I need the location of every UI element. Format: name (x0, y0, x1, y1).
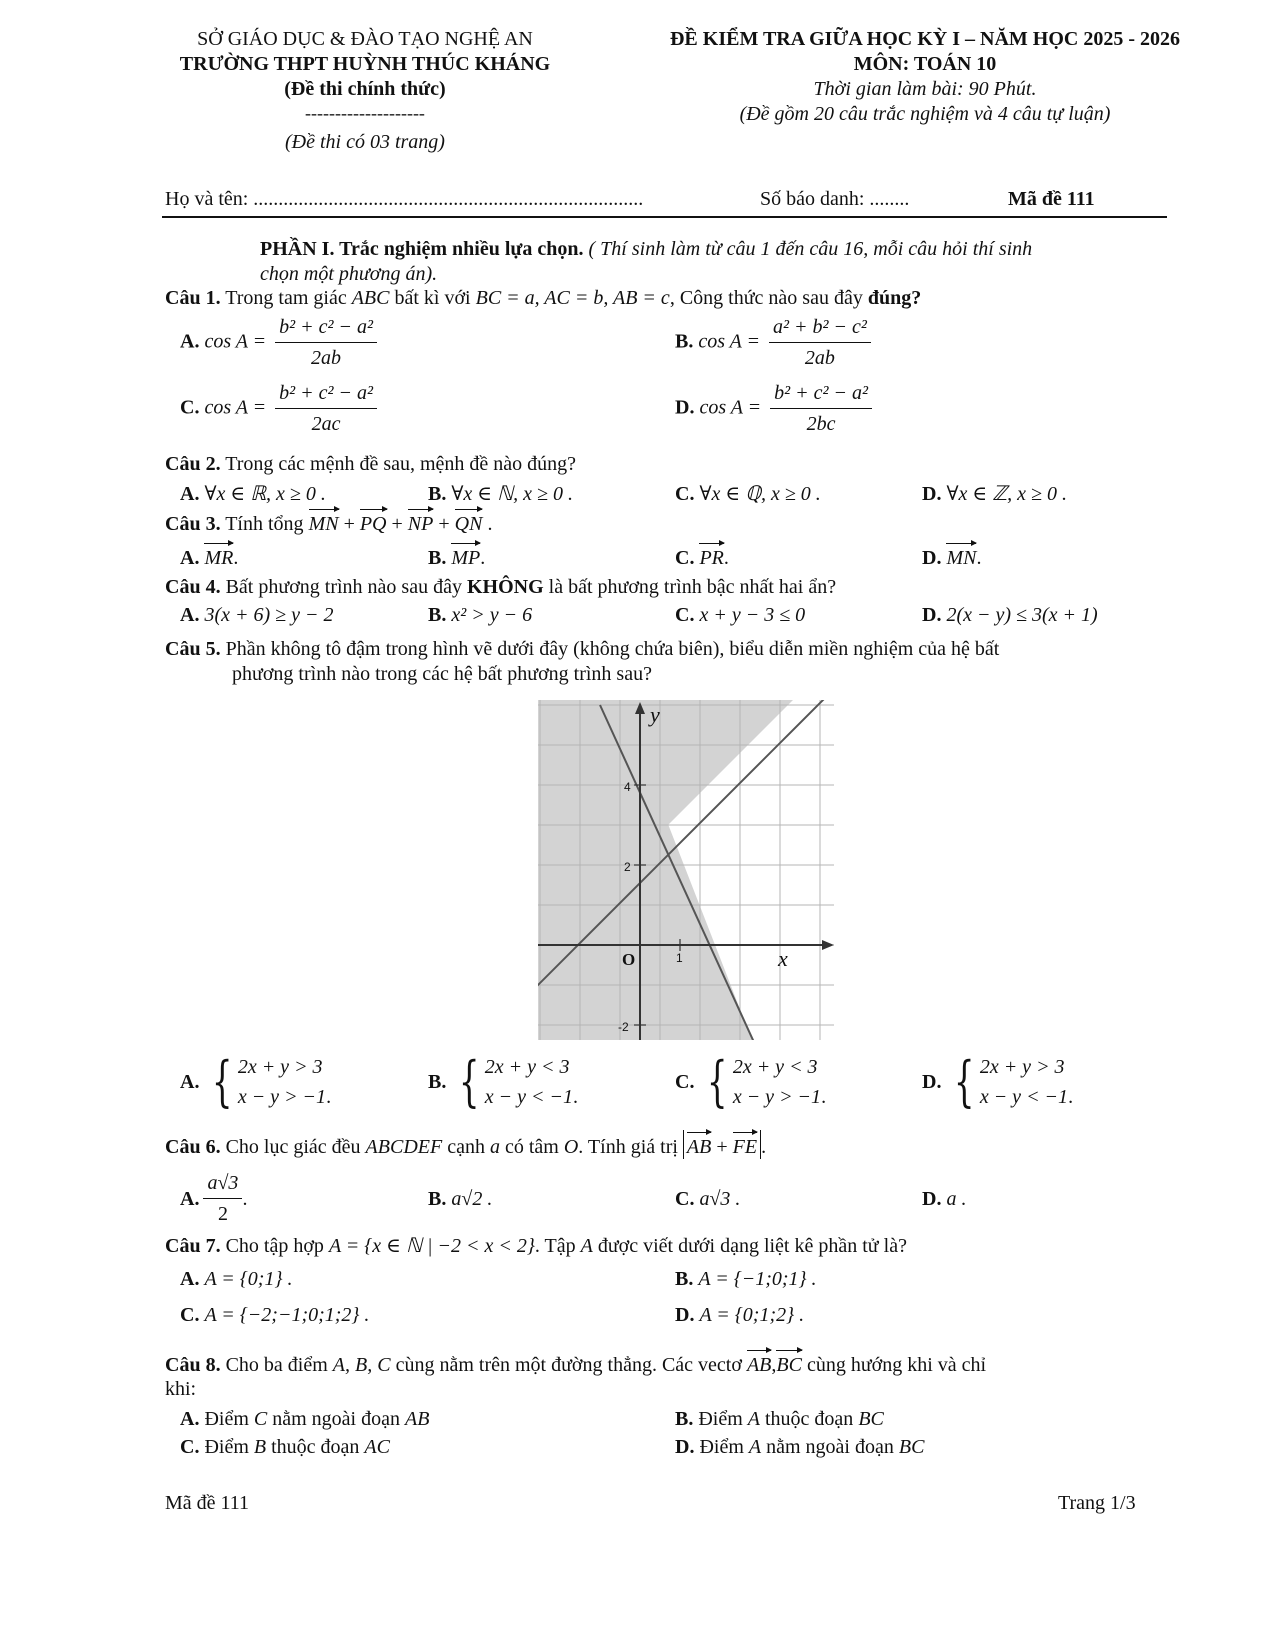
punctuation: . (723, 547, 729, 569)
option-text: A = {0;1;2} . (699, 1304, 805, 1326)
question-label: Câu 4. (165, 576, 221, 598)
question-text: là bất phương trình bậc nhất hai ẩn? (548, 576, 837, 598)
option-label: B. (675, 1408, 694, 1430)
inequality: 2x + y > 3 (979, 1056, 1065, 1078)
q5-option-c[interactable] (675, 1052, 826, 1112)
q1-option-d[interactable] (675, 382, 872, 436)
time-limit: Thời gian làm bài: 90 Phút. (813, 78, 1037, 100)
q8-option-d[interactable] (675, 1436, 924, 1459)
vector: MP (451, 541, 480, 570)
official-exam-note: (Đề thi chính thức) (284, 78, 446, 100)
q5-option-a[interactable] (180, 1052, 331, 1112)
question-text: Cho lục giác đều (225, 1136, 361, 1158)
option-label: C. (180, 1304, 200, 1326)
vector: BC (776, 1348, 802, 1377)
question-label: Câu 8. (165, 1354, 221, 1376)
math-expr: A = {x ∈ ℕ | −2 < x < 2} (328, 1235, 535, 1257)
question-text: có tâm (504, 1136, 559, 1158)
inequality: 2x + y < 3 (732, 1056, 818, 1078)
option-label: A. (180, 1408, 200, 1430)
inequality-system (452, 1052, 578, 1112)
option-label: D. (922, 547, 942, 569)
fraction-denominator: 2ab (804, 347, 835, 369)
q7-option-c[interactable] (180, 1304, 369, 1327)
footer-page-number: Trang 1/3 (1058, 1492, 1136, 1514)
math-expr: AB (404, 1408, 430, 1430)
fraction (769, 316, 871, 370)
option-lhs: cos A = (699, 396, 762, 419)
option-label: B. (675, 1268, 694, 1290)
option-label: C. (675, 547, 695, 569)
question-label: Câu 1. (165, 287, 221, 309)
option-label: B. (428, 1188, 447, 1210)
question-emphasis: KHÔNG (466, 576, 544, 598)
q8-option-a[interactable] (180, 1408, 429, 1431)
fraction-numerator: a√3 (203, 1172, 242, 1199)
question-emphasis: đúng? (867, 287, 922, 309)
option-text: ∀x ∈ ℝ, x ≥ 0 . (204, 483, 326, 505)
math-expr: BC (898, 1436, 925, 1458)
q6-option-d[interactable] (922, 1188, 966, 1211)
option-label: C. (180, 396, 200, 419)
option-label: B. (675, 330, 694, 353)
option-label: D. (675, 1304, 695, 1326)
option-label: A. (180, 1268, 200, 1290)
option-label: A. (180, 604, 200, 626)
option-label: D. (922, 1070, 942, 1093)
inequality-system (205, 1052, 331, 1112)
option-text: ∀x ∈ ℕ, x ≥ 0 . (451, 483, 573, 505)
plus-sign: + (391, 513, 403, 535)
option-text: A = {0;1} . (204, 1268, 293, 1290)
question-text: Cho tập hợp (225, 1235, 324, 1257)
question-text: được viết dưới dạng liệt kê phần tử là? (597, 1235, 907, 1257)
question-text: Phần không tô đậm trong hình vẽ dưới đây (không chứa biên), biểu diễn miền nghiệm của hệ bất (225, 638, 1000, 660)
q2-option-d[interactable] (922, 481, 1067, 506)
question-text: Tính tổng (225, 513, 304, 535)
question-text: cùng hướng khi và chỉ (806, 1354, 987, 1376)
option-label: A. (180, 483, 200, 505)
question-count-note: (Đề gồm 20 câu trắc nghiệm và 4 câu tự luận) (739, 103, 1111, 125)
question-text: . Tính giá trị (578, 1136, 678, 1158)
brace: { (954, 1050, 975, 1113)
vector: PQ (360, 507, 387, 536)
question-1 (165, 287, 921, 310)
question-8-cont: khi: (165, 1378, 197, 1400)
option-text: A = {−2;−1;0;1;2} . (204, 1304, 370, 1326)
option-text: x² > y − 6 (451, 604, 533, 626)
brace: { (459, 1050, 480, 1113)
q8-option-b[interactable] (675, 1408, 884, 1431)
y-axis-label: y (650, 702, 660, 727)
q1-option-c[interactable] (180, 382, 377, 436)
option-text: thuộc đoạn (271, 1436, 360, 1458)
q5-option-b[interactable] (428, 1052, 578, 1112)
option-label: C. (675, 604, 695, 626)
option-label: A. (180, 330, 200, 353)
q2-option-a[interactable] (180, 481, 326, 506)
math-expr: B (253, 1436, 267, 1458)
option-text: Điểm (698, 1408, 743, 1430)
x-axis-label: x (778, 946, 788, 971)
q4-option-b[interactable] (428, 604, 532, 627)
option-label: B. (428, 1070, 447, 1093)
math-expr: BC = a, AC = b, AB = c (475, 287, 670, 309)
question-label: Câu 5. (165, 638, 221, 660)
option-text: nằm ngoài đoạn (272, 1408, 400, 1430)
header-rule (162, 216, 1167, 218)
math-expr: O (563, 1136, 579, 1158)
question-text: cạnh (447, 1136, 485, 1158)
exam-title: ĐỀ KIỂM TRA GIỮA HỌC KỲ I – NĂM HỌC 2025 - 2026 (669, 28, 1181, 50)
math-expr: a (489, 1136, 500, 1158)
exam-code: Mã đề 111 (1008, 188, 1095, 210)
q5-option-d[interactable] (922, 1052, 1073, 1112)
q6-option-c[interactable] (675, 1188, 740, 1211)
student-id-field: Số báo danh: ........ (760, 188, 910, 210)
option-text: x + y − 3 ≤ 0 (699, 604, 806, 626)
option-label: B. (428, 547, 447, 569)
subject: MÔN: TOÁN 10 (853, 53, 997, 75)
q8-option-c[interactable] (180, 1436, 390, 1459)
question-2 (165, 453, 576, 476)
fraction (275, 382, 377, 436)
question-7 (165, 1233, 907, 1258)
inequality: x − y > −1. (237, 1086, 332, 1108)
vector: NP (408, 507, 434, 536)
option-text: ∀x ∈ ℚ, x ≥ 0 . (699, 483, 821, 505)
math-expr: A (747, 1408, 760, 1430)
part1-title: PHẦN I. Trắc nghiệm nhiều lựa chọn. (260, 238, 584, 260)
vector: MR (204, 541, 233, 570)
question-label: Câu 2. (165, 453, 221, 475)
question-text: , Công thức nào sau đây (669, 287, 863, 309)
math-expr: A (580, 1235, 593, 1257)
inequality: x − y < −1. (484, 1086, 578, 1108)
tick-label: 1 (676, 951, 683, 965)
tick-label: 2 (624, 860, 631, 874)
school-department: SỞ GIÁO DỤC & ĐÀO TẠO NGHỆ AN (197, 28, 533, 50)
option-text: Điểm (204, 1436, 249, 1458)
q2-option-b[interactable] (428, 481, 573, 506)
q1-option-a[interactable] (180, 316, 377, 370)
q3-option-a[interactable] (180, 541, 238, 570)
header-dashes: -------------------- (305, 103, 425, 123)
tick-label: 4 (624, 780, 631, 794)
vector: QN (455, 507, 483, 536)
fraction-numerator: b² + c² − a² (770, 382, 872, 409)
option-text: thuộc đoạn (765, 1408, 854, 1430)
fraction-numerator: b² + c² − a² (275, 382, 377, 409)
option-text: A = {−1;0;1} . (698, 1268, 817, 1290)
inequality: 2x + y < 3 (484, 1056, 570, 1078)
option-text: ∀x ∈ ℤ, x ≥ 0 . (946, 483, 1067, 505)
option-label: C. (675, 1070, 695, 1093)
q3-option-d[interactable] (922, 541, 981, 570)
part1-heading (260, 238, 1032, 261)
punctuation: . (233, 547, 239, 569)
math-expr: ABC (351, 287, 390, 309)
option-label: A. (180, 1187, 200, 1210)
option-label: C. (180, 1436, 200, 1458)
plus-sign: + (438, 513, 450, 535)
question-5 (165, 638, 999, 661)
question-label: Câu 3. (165, 513, 221, 535)
option-lhs: cos A = (204, 330, 267, 353)
question-label: Câu 7. (165, 1235, 221, 1257)
question-text: Trong các mệnh đề sau, mệnh đề nào đúng? (225, 453, 577, 475)
vector: PR (699, 541, 723, 570)
question-text: . Tập (534, 1235, 576, 1257)
vector: AB (687, 1130, 711, 1159)
inequality: x − y > −1. (732, 1086, 827, 1108)
vector: FE (733, 1130, 757, 1159)
question-text: bất kì với (394, 287, 471, 309)
option-text: 3(x + 6) ≥ y − 2 (204, 604, 334, 626)
vector: MN (946, 541, 976, 570)
question-text: Trong tam giác (225, 287, 347, 309)
option-label: D. (922, 604, 942, 626)
question-3 (165, 507, 492, 536)
option-text: a√2 . (451, 1188, 493, 1210)
option-lhs: cos A = (698, 330, 760, 353)
question-4 (165, 576, 836, 599)
question-6: Câu 6. Cho lục giác đều ABCDEF cạnh a có tâm O. Tính giá trị AB + FE . (165, 1130, 766, 1159)
question-text: Bất phương trình nào sau đây (225, 576, 462, 598)
punctuation: . (487, 513, 493, 535)
inequality-system (947, 1052, 1073, 1112)
math-expr: A (748, 1436, 762, 1458)
option-text: a√3 . (699, 1188, 741, 1210)
fraction-denominator: 2ab (311, 347, 342, 369)
fraction-numerator: b² + c² − a² (275, 316, 377, 343)
plus-sign: + (343, 513, 355, 535)
vector: MN (309, 507, 339, 536)
part1-note: ( Thí sinh làm từ câu 1 đến câu 16, mỗi câu hỏi thí sinh (588, 238, 1033, 260)
option-text: nằm ngoài đoạn (766, 1436, 894, 1458)
question-8: Câu 8. Cho ba điểm A, B, C cùng nằm trên một đường thẳng. Các vectơ AB,BC cùng hướng khi và chỉ (165, 1348, 986, 1377)
option-label: D. (922, 483, 942, 505)
footer-exam-code: Mã đề 111 (165, 1492, 250, 1514)
fraction (203, 1172, 242, 1226)
inequality: x − y < −1. (979, 1086, 1074, 1108)
tick-label: -2 (618, 1020, 629, 1034)
math-expr: BC (858, 1408, 884, 1430)
option-label: D. (675, 1436, 695, 1458)
option-label: C. (675, 483, 695, 505)
option-text: 2(x − y) ≤ 3(x + 1) (946, 604, 1098, 626)
vector: AB (747, 1348, 771, 1377)
fraction-denominator: 2ac (311, 413, 341, 435)
math-expr: AC (364, 1436, 390, 1458)
solution-region-graph (538, 700, 838, 1040)
q6-option-b[interactable] (428, 1188, 492, 1211)
fraction (770, 382, 872, 436)
school-name: TRƯỜNG THPT HUỲNH THÚC KHÁNG (179, 53, 551, 75)
inequality-system (700, 1052, 826, 1112)
question-text: cùng nằm trên một đường thẳng. Các vectơ (395, 1354, 742, 1376)
origin-label: O (622, 950, 636, 969)
option-label: B. (428, 483, 447, 505)
question-label: Câu 6. (165, 1136, 221, 1158)
option-label: A. (180, 1070, 200, 1093)
q7-option-b[interactable] (675, 1268, 817, 1291)
math-expr: ABCDEF (365, 1136, 443, 1158)
fraction-denominator: 2bc (806, 413, 836, 435)
option-label: D. (922, 1188, 942, 1210)
q3-option-c[interactable] (675, 541, 729, 570)
q7-option-d[interactable] (675, 1304, 804, 1327)
fraction-denominator: 2 (217, 1203, 228, 1225)
q4-option-c[interactable] (675, 604, 805, 627)
option-label: B. (428, 604, 447, 626)
fraction-numerator: a² + b² − c² (769, 316, 871, 343)
part1-note-cont: chọn một phương án). (260, 263, 438, 285)
option-lhs: cos A = (204, 396, 267, 419)
q6-option-a[interactable]: A. $\frac{a√3}{2}$ . (180, 1172, 248, 1225)
fraction (275, 316, 377, 370)
q4-option-a[interactable] (180, 604, 334, 627)
q3-option-b[interactable] (428, 541, 485, 570)
math-expr: C (253, 1408, 268, 1430)
brace: { (212, 1050, 233, 1113)
question-text: Cho ba điểm (225, 1354, 328, 1376)
question-5-cont: phương trình nào trong các hệ bất phương trình sau? (232, 663, 652, 685)
punctuation: . (480, 547, 486, 569)
option-label: A. (180, 547, 200, 569)
page-count-note: (Đề thi có 03 trang) (285, 131, 445, 153)
q1-option-b[interactable] (675, 316, 871, 370)
vector-magnitude: AB + FE (683, 1130, 761, 1159)
student-name-field: Họ và tên: .............................................................................. (165, 188, 644, 210)
option-text: Điểm (699, 1436, 744, 1458)
inequality: 2x + y > 3 (237, 1056, 323, 1078)
punctuation: . (976, 547, 982, 569)
q7-option-a[interactable] (180, 1268, 292, 1291)
math-expr: A, B, C (332, 1354, 391, 1376)
q2-option-c[interactable] (675, 481, 821, 506)
q4-option-d[interactable] (922, 604, 1098, 627)
option-text: Điểm (204, 1408, 249, 1430)
option-label: C. (675, 1188, 695, 1210)
option-text: a . (946, 1188, 967, 1210)
option-label: D. (675, 396, 695, 419)
brace: { (707, 1050, 728, 1113)
